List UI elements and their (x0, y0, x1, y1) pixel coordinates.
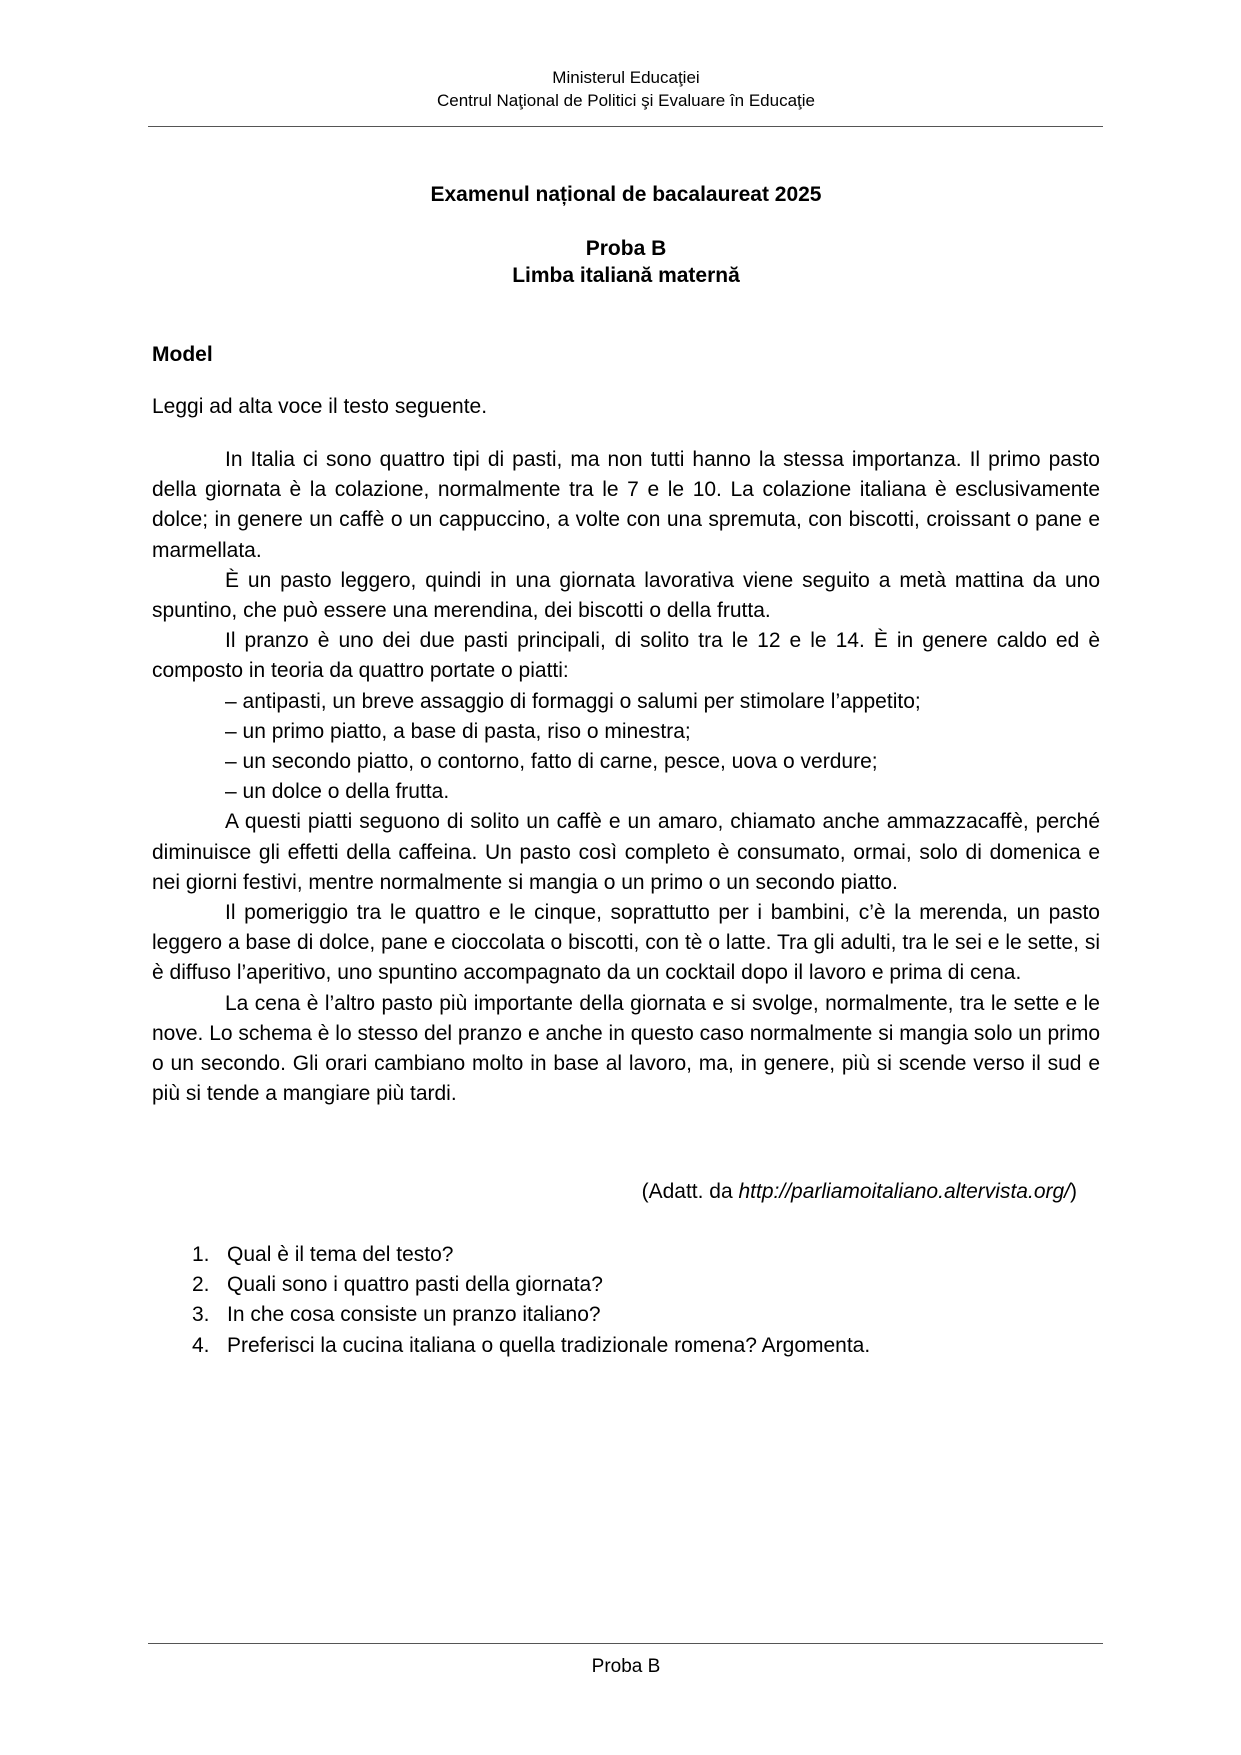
question-item (152, 1300, 870, 1330)
question-number: 3. (192, 1303, 210, 1327)
question-item (152, 1270, 870, 1300)
source-citation (642, 1180, 1077, 1204)
exam-title: Examenul național de bacalaureat 2025 (430, 183, 822, 206)
question-number: 4. (192, 1333, 210, 1357)
header-divider (148, 126, 1103, 127)
question-item (152, 1331, 870, 1361)
exam-subtitle (150, 235, 1102, 289)
reading-text (152, 445, 1100, 1109)
footer-divider (148, 1643, 1103, 1644)
question-number: 2. (192, 1273, 210, 1297)
questions-list (152, 1240, 870, 1361)
course-item: – antipasti, un breve assaggio di formaggi o salumi per stimolare l’appetito; (225, 689, 921, 713)
paragraph: In Italia ci sono quattro tipi di pasti, ma non tutti hanno la stessa importanza. Il primo pasto della giornata è la colazione, normalmente tra le 7 e le 10. La colazione italiana è esclusivamente dolce; in genere un caffè o un cappuccino, a volte con una spremuta, con biscotti, croissant o pane e marmellata. (152, 448, 1100, 562)
paragraph: È un pasto leggero, quindi in una giornata lavorativa viene seguito a metà mattina da uno spuntino, che può essere una merendina, dei biscotti o della frutta. (152, 568, 1100, 623)
source-prefix: (Adatt. da (641, 1180, 739, 1203)
course-item: – un primo piatto, a base di pasta, riso o minestra; (225, 719, 691, 743)
question-text: In che cosa consiste un pranzo italiano? (227, 1303, 601, 1327)
section-label: Model (152, 343, 213, 366)
paragraph: Il pranzo è uno dei due pasti principali, di solito tra le 12 e le 14. È in genere caldo ed è composto in teoria da quattro portate o piatti: (152, 629, 1100, 683)
paragraph: Il pomeriggio tra le quattro e le cinque, soprattutto per i bambini, c’è la merenda, un pasto leggero a base di dolce, pane e cioccolata o biscotti, con tè o latte. Tra gli adulti, tra le sei e le sette, si è diffuso l’aperitivo, uno spuntino accompagnato da un cocktail dopo il lavoro e prima di cena. (152, 901, 1100, 985)
course-item: – un dolce o della frutta. (225, 780, 450, 804)
test-name: Proba B (585, 237, 667, 260)
question-text: Quali sono i quattro pasti della giornata? (227, 1273, 603, 1297)
page-header (150, 66, 1102, 112)
question-text: Preferisci la cucina italiana o quella tradizionale romena? Argomenta. (227, 1333, 871, 1357)
question-number: 1. (192, 1243, 210, 1266)
ministry-name: Ministerul Educaţiei (552, 68, 700, 87)
source-url: http://parliamoitaliano.altervista.org/ (738, 1180, 1070, 1203)
paragraph: A questi piatti seguono di solito un caffè e un amaro, chiamato anche ammazzacaffè, perché diminuisce gli effetti della caffeina. Un pasto così completo è consumato, ormai, solo di domenica e nei giorni festivi, mentre normalmente si mangia o un primo o un secondo piatto. (152, 810, 1100, 894)
page-footer: Proba B (591, 1656, 661, 1677)
question-item (152, 1240, 870, 1270)
instruction-text: Leggi ad alta voce il testo seguente. (152, 395, 488, 418)
question-text: Qual è il tema del testo? (227, 1243, 454, 1266)
source-suffix: ) (1070, 1180, 1077, 1203)
paragraph: La cena è l’altro pasto più importante della giornata e si svolge, normalmente, tra le sette e le nove. Lo schema è lo stesso del pranzo e anche in questo caso normalmente si mangia solo un primo o un secondo. Gli orari cambiano molto in base al lavoro, ma, in genere, più si scende verso il sud e più si tende a mangiare più tardi. (152, 991, 1100, 1106)
subject-name: Limba italiană maternă (512, 264, 740, 287)
course-item: – un secondo piatto, o contorno, fatto di carne, pesce, uova o verdure; (225, 750, 878, 774)
center-name: Centrul Naţional de Politici şi Evaluare în Educaţie (437, 91, 815, 110)
